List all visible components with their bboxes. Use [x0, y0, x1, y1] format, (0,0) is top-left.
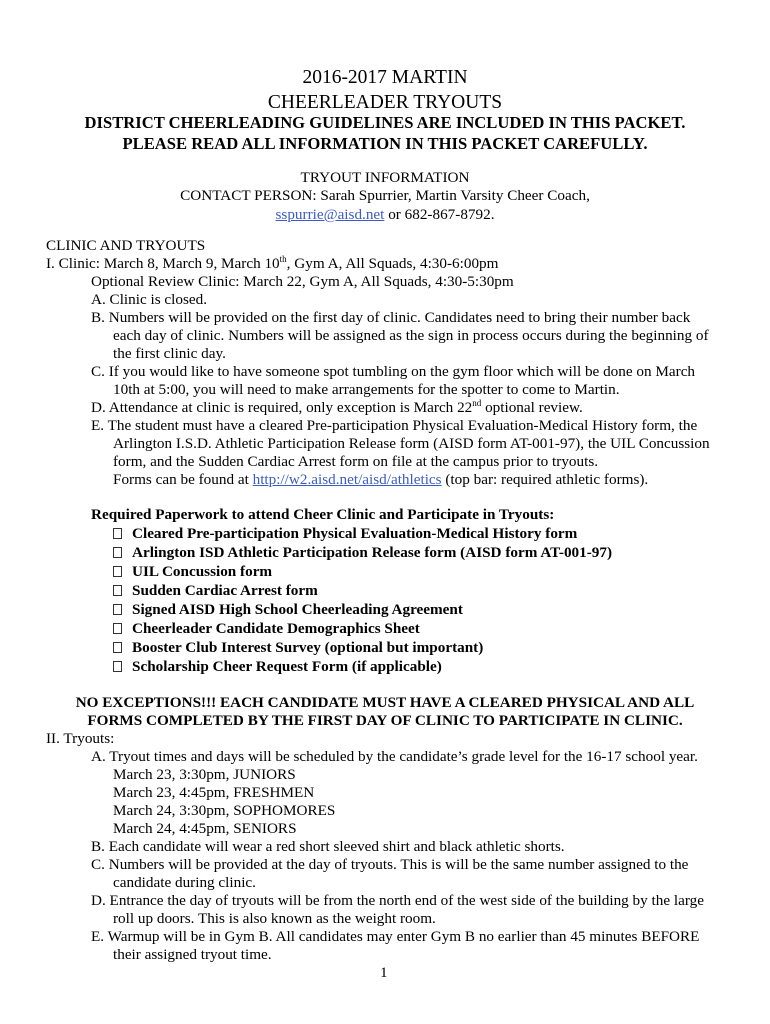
title-line-2: CHEERLEADER TRYOUTS: [267, 92, 503, 113]
schedule-item: March 24, 3:30pm, SOPHOMORES: [113, 802, 336, 819]
checklist-item-label: Arlington ISD Athletic Participation Release form (AISD form AT-001-97): [132, 544, 613, 561]
checklist-item: [113, 639, 483, 657]
no-exceptions-line-1: NO EXCEPTIONS!!! EACH CANDIDATE MUST HAVE A CLEARED PHYSICAL AND ALL: [75, 694, 695, 711]
checklist-item-label: Signed AISD High School Cheerleading Agreement: [132, 601, 463, 618]
checklist-item: [113, 658, 442, 676]
schedule-item: March 23, 4:45pm, FRESHMEN: [113, 784, 315, 801]
ordinal-suffix: th: [279, 254, 287, 264]
clinic-item-b-line-1: B. Numbers will be provided on the first day of clinic. Candidates need to bring their number back: [91, 309, 691, 326]
clinic-item-d: [91, 399, 583, 417]
clinic-item-a: A. Clinic is closed.: [91, 291, 208, 308]
clinic-item-b-line-2: each day of clinic. Numbers will be assigned as the sign in process occurs during the beginning of: [113, 327, 709, 344]
checkbox-icon: [113, 528, 122, 539]
schedule-item: March 23, 3:30pm, JUNIORS: [113, 766, 296, 783]
clinic-item-b-line-3: the first clinic day.: [113, 345, 226, 362]
forms-text: Forms can be found at: [113, 471, 253, 488]
schedule-item: March 24, 4:45pm, SENIORS: [113, 820, 297, 837]
email-link[interactable]: sspurrie@aisd.net: [275, 206, 385, 223]
clinic-item-c-line-2: 10th at 5:00, you will need to make arrangements for the spotter to come to Martin.: [113, 381, 620, 398]
notice-line-1: DISTRICT CHEERLEADING GUIDELINES ARE INCLUDED IN THIS PACKET.: [84, 113, 686, 132]
checklist-item-label: Booster Club Interest Survey (optional but important): [132, 639, 484, 656]
tryouts-item-d-line-1: D. Entrance the day of tryouts will be from the north end of the west side of the building by the large: [91, 892, 704, 909]
checkbox-icon: [113, 566, 122, 577]
checklist-item: [113, 544, 612, 562]
ordinal-suffix: nd: [472, 398, 482, 408]
paperwork-heading: Required Paperwork to attend Cheer Clinic and Participate in Tryouts:: [91, 506, 555, 523]
clinic-item-1: [46, 255, 498, 273]
tryouts-item-a: A. Tryout times and days will be scheduled by the candidate’s grade level for the 16-17 school year.: [91, 748, 698, 765]
checklist-item: [113, 563, 272, 581]
checkbox-icon: [113, 585, 122, 596]
clinic-dates: I. Clinic: March 8, March 9, March 10: [46, 255, 280, 272]
contact-email-line: [0, 206, 770, 224]
tryouts-item-c-line-1: C. Numbers will be provided at the day of tryouts. This is will be the same number assigned to the: [91, 856, 689, 873]
tryouts-item-d-line-2: roll up doors. This is also known as the weight room.: [113, 910, 436, 927]
attendance-text: D. Attendance at clinic is required, only exception is March 22: [91, 399, 473, 416]
tryout-info-heading: TRYOUT INFORMATION: [300, 169, 470, 186]
page-number: 1: [380, 964, 388, 981]
checkbox-icon: [113, 661, 122, 672]
clinic-item-c-line-1: C. If you would like to have someone spot tumbling on the gym floor which will be done on March: [91, 363, 696, 380]
checkbox-icon: [113, 604, 122, 615]
checklist-item: [113, 601, 463, 619]
attendance-text-end: optional review.: [481, 399, 583, 416]
clinic-heading: CLINIC AND TRYOUTS: [46, 237, 206, 254]
checklist-item-label: Cleared Pre-participation Physical Evaluation-Medical History form: [132, 525, 578, 542]
checklist-item-label: UIL Concussion form: [132, 563, 273, 580]
tryouts-item-e-line-2: their assigned tryout time.: [113, 946, 272, 963]
contact-person: CONTACT PERSON: Sarah Spurrier, Martin Varsity Cheer Coach,: [180, 187, 590, 204]
no-exceptions-line-2: FORMS COMPLETED BY THE FIRST DAY OF CLINIC TO PARTICIPATE IN CLINIC.: [87, 712, 683, 729]
checklist-item: [113, 582, 318, 600]
clinic-item-e-line-2: Arlington I.S.D. Athletic Participation Release form (AISD form AT-001-97), the UIL Concussion: [113, 435, 710, 452]
clinic-item-e-line-1: E. The student must have a cleared Pre-participation Physical Evaluation-Medical History form, the: [91, 417, 698, 434]
clinic-location: , Gym A, All Squads, 4:30-6:00pm: [286, 255, 499, 272]
checklist-item: [113, 525, 577, 543]
tryouts-item-e-line-1: E. Warmup will be in Gym B. All candidates may enter Gym B no earlier than 45 minutes BEFORE: [91, 928, 700, 945]
tryouts-item-c-line-2: candidate during clinic.: [113, 874, 256, 891]
clinic-item-e-line-3: form, and the Sudden Cardiac Arrest form on file at the campus prior to tryouts.: [113, 453, 599, 470]
title-line-1: 2016-2017 MARTIN: [302, 67, 468, 88]
checklist-item: [113, 620, 420, 638]
tryouts-item-b: B. Each candidate will wear a red short sleeved shirt and black athletic shorts.: [91, 838, 565, 855]
forms-text-end: (top bar: required athletic forms).: [441, 471, 649, 488]
checkbox-icon: [113, 623, 122, 634]
checklist-item-label: Scholarship Cheer Request Form (if applicable): [132, 658, 442, 675]
checklist-item-label: Cheerleader Candidate Demographics Sheet: [132, 620, 420, 637]
checkbox-icon: [113, 547, 122, 558]
optional-review-clinic: Optional Review Clinic: March 22, Gym A, All Squads, 4:30-5:30pm: [91, 273, 514, 290]
tryouts-heading: II. Tryouts:: [46, 730, 115, 747]
notice-line-2: PLEASE READ ALL INFORMATION IN THIS PACKET CAREFULLY.: [122, 134, 648, 153]
checkbox-icon: [113, 642, 122, 653]
checklist-item-label: Sudden Cardiac Arrest form: [132, 582, 318, 599]
clinic-item-e-line-4: [113, 471, 648, 489]
contact-phone: or 682-867-8792.: [384, 206, 495, 223]
athletics-forms-link[interactable]: http://w2.aisd.net/aisd/athletics: [252, 471, 442, 488]
